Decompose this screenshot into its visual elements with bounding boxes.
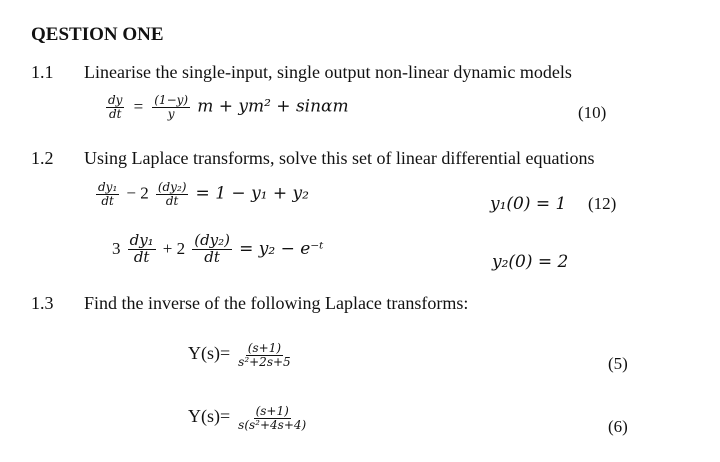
laplace-transform-2: Y(s)= $\frac{(s+1)}{\text{s(s²+4s+4)}}$	[188, 404, 307, 432]
q1-1-number: 1.1	[31, 62, 54, 82]
fraction-dy-dt: $\frac{dy}{dt}$	[108, 93, 123, 121]
q1-1-text: Linearise the single-input, single output non-linear dynamic models	[84, 62, 572, 82]
laplace-transform-1: Y(s)= $\frac{(s+1)}{\text{s²+2s+5}}$	[188, 341, 291, 369]
q1-2-eq2-rest: = y₂ − e⁻ᵗ	[239, 238, 324, 259]
q1-3-part2-marks: (6)	[608, 417, 628, 436]
q1-2-marks: (12)	[588, 194, 617, 213]
fraction-dy2-dt: $\frac{\text{(dy₂)}}{dt}$	[157, 180, 187, 208]
q1-1-eq-rest: m + ym² + sinαm	[197, 96, 349, 117]
q1-2-number: 1.2	[31, 148, 54, 168]
fraction-y1: $\frac{(s+1)}{\text{s²+2s+5}}$	[238, 341, 291, 369]
fraction-dy1-dt-large: $\frac{\text{dy₁}}{dt}$	[129, 231, 154, 266]
q1-1-equation: $\frac{dy}{dt}$ = $\frac{(1-y)}{y}$ m + ym² + sinαm	[108, 93, 349, 121]
q1-2-equation-1: $\frac{\text{dy₁}}{dt}$ − 2 $\frac{\text{(dy₂)}}{dt}$ = 1 − y₁ + y₂	[98, 180, 309, 208]
initial-condition-y1: y₁(0) = 1	[490, 194, 567, 214]
fraction-1-minus-y-over-y: $\frac{(1-y)}{y}$	[154, 93, 189, 121]
initial-condition-y2: y₂(0) = 2	[492, 252, 569, 272]
q1-2-eq1-rest: = 1 − y₁ + y₂	[195, 183, 309, 204]
fraction-dy2-dt-large: $\frac{\text{(dy₂)}}{dt}$	[194, 231, 231, 266]
fraction-y2: $\frac{(s+1)}{\text{s(s²+4s+4)}}$	[238, 404, 307, 432]
q1-3-text: Find the inverse of the following Laplace transforms:	[84, 293, 469, 313]
q1-2-equation-2: 3 $\frac{\text{dy₁}}{dt}$ + 2 $\frac{\text{(dy₂)}}{dt}$ = y₂ − e⁻ᵗ	[112, 231, 324, 266]
q1-2-text: Using Laplace transforms, solve this set of linear differential equations	[84, 148, 595, 168]
q1-1-marks: (10)	[578, 103, 607, 122]
question-heading: QESTION ONE	[31, 24, 164, 45]
q1-3-number: 1.3	[31, 293, 54, 313]
fraction-dy1-dt: $\frac{\text{dy₁}}{dt}$	[98, 180, 118, 208]
q1-3-part1-marks: (5)	[608, 354, 628, 373]
